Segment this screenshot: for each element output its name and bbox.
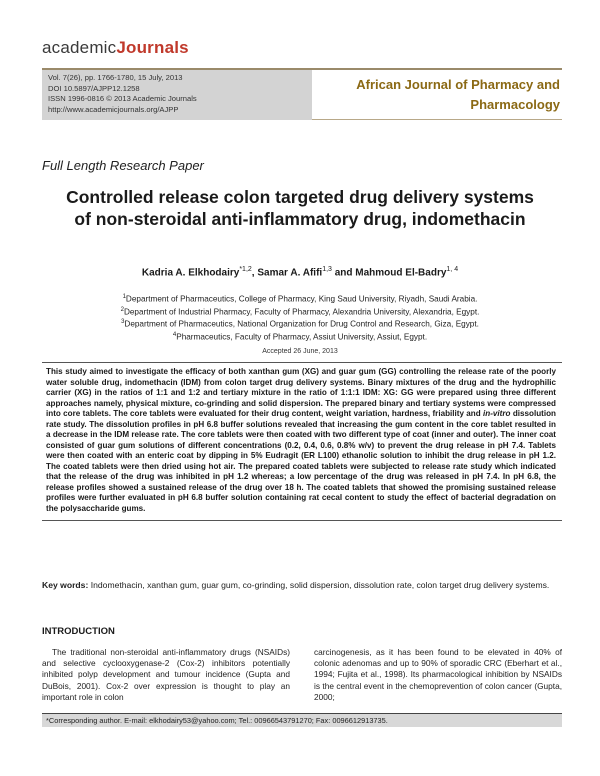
keywords-text: Indomethacin, xanthan gum, guar gum, co-grinding, solid dispersion, dissolution rate, colon target drug delivery systems.: [88, 580, 550, 590]
affiliation-1-text: Department of Pharmaceutics, College of Pharmacy, King Saud University, Riyadh, Saudi Arabia.: [125, 294, 478, 304]
journal-header: [42, 68, 562, 120]
author-separator: and: [331, 267, 356, 279]
journal-title-line2: Pharmacology: [470, 97, 560, 112]
keywords-label: Key words:: [42, 580, 89, 590]
affiliation-2: [60, 305, 540, 318]
affiliation-4-num: 4: [172, 332, 177, 339]
intro-left-text: The traditional non-steroidal anti-inflammatory drugs (NSAIDs) and selective cyclooxygenase-2 (Cox-2) inhibitors potentially inhibited polyp development and tumour incidence (Gupta and DuBois, 2001). Cox-2 over expression is thought to play an important role in colon: [42, 647, 290, 702]
logo-part-journals: Journals: [116, 38, 189, 57]
article-type: Full Length Research Paper: [42, 158, 204, 173]
author-2: Samar A. Afifi: [257, 267, 323, 279]
affiliation-3: [60, 317, 540, 330]
abstract-text-2: dissolution rate study. The dissolution profiles in pH 6.8 buffer solutions revealed that increasing the gum content in the core tablet resulted in a decrease in the IDM release rate. The core tablets were then coated with two different type of coat (inner and outer). The inner coat consisted of guar gum solutions of different concentrations (0.2, 0.4, 0.6, 0.8% w/v) to prevent the drug release in pH 7.4. Tablets were then coated with an enteric coat by dipping in 5% Eudragit (ER L100) ethanolic solution to inhibit the drug release in pH 1.2. The coated tablets were then dried using hot air. The prepared coated tablets were subjected to release rate study which indicated that the release of the drug was inhibited in pH 1.2 whereas; a low percentage of the drug was released in pH 7.4. In pH 6.8, the release profiles showed a sustained release of the drug over 18 h. The coated tablets that showed the promising sustained release profiles were further evaluated in pH 6.8 buffer solution containing rat cecal content to study the effect of bacterial degradation on the polysaccharide gums.: [46, 409, 556, 513]
journal-title-line1: African Journal of Pharmacy and: [356, 77, 560, 92]
affiliation-4-text: Pharmaceutics, Faculty of Pharmacy, Assiut University, Assiut, Egypt.: [176, 332, 428, 342]
affiliation-list: [60, 292, 540, 343]
affiliation-4: [60, 330, 540, 343]
author-1-affil: *1,2: [239, 266, 252, 273]
abstract-italic: in-vitro: [483, 409, 511, 418]
journal-title: [320, 75, 560, 115]
affiliation-3-text: Department of Pharmaceutics, National Organization for Drug Control and Research, Giza, Egypt.: [124, 320, 479, 330]
publisher-logo: [42, 38, 189, 58]
meta-volume: Vol. 7(26), pp. 1766-1780, 15 July, 2013: [48, 73, 183, 82]
abstract-text-1: This study aimed to investigate the efficacy of both xanthan gum (XG) and guar gum (GG) controlling the release rate of the poorly water soluble drug, indomethacin (IDM) from colon target drug delivery systems. Binary mixtures of the drug and the hydrophilic carrier (XG) in the ratios of 1:1 and 1:2 and tertiary mixture in the ratio of 1:1:1 IDM: XG: GG were prepared using three different approaches namely, physical mixture, co-grinding and solid dispersion. The prepared binary and tertiary systems were compressed into core tablets. The core tablets were evaluated for their drug content, weight variation, hardness, friability and: [46, 367, 556, 418]
intro-column-right: [314, 647, 562, 713]
introduction-heading: INTRODUCTION: [42, 626, 115, 637]
keywords: [42, 580, 562, 591]
affiliation-1: [60, 292, 540, 305]
author-3: Mahmoud El-Badry: [355, 267, 447, 279]
meta-issn: ISSN 1996-0816 © 2013 Academic Journals: [48, 94, 197, 104]
author-2-affil: 1,3: [322, 266, 332, 273]
affiliation-2-text: Department of Industrial Pharmacy, Faculty of Pharmacy, Alexandria University, Alexandria, Egypt.: [123, 307, 480, 317]
author-separator: ,: [251, 267, 258, 279]
author-list: [60, 266, 540, 278]
affiliation-1-num: 1: [122, 294, 126, 300]
logo-part-academic: academic: [42, 38, 117, 57]
abstract: [42, 362, 562, 521]
author-3-affil: 1, 4: [446, 266, 459, 273]
paper-title: Controlled release colon targeted drug delivery systems of non-steroidal anti-inflammatory drug, indomethacin: [66, 187, 534, 229]
citation-meta: [42, 70, 312, 120]
affiliation-2-num: 2: [120, 306, 124, 313]
affiliation-3-num: 3: [121, 319, 125, 326]
intro-column-left: [42, 647, 290, 713]
meta-url[interactable]: http://www.academicjournals.org/AJPP: [48, 104, 179, 114]
accepted-date: Accepted 26 June, 2013: [262, 348, 338, 355]
meta-doi: DOI 10.5897/AJPP12.1258: [48, 83, 140, 93]
corresponding-author-footnote: *Corresponding author. E-mail: elkhodairy53@yahoo.com; Tel.: 00966543791270; Fax: 0096612913735.: [42, 713, 562, 727]
intro-right-text: carcinogenesis, as it has been found to be elevated in 40% of colonic adenomas and up to 90% of sporadic CRC (Eberhart et al., 1994; Fujita et al., 1998). Its pharmacological inhibition by NSAIDs is the central event in the chemoprevention of colon cancer (Gupta, 2000;: [314, 647, 562, 702]
author-1: Kadria A. Elkhodairy: [141, 267, 240, 279]
